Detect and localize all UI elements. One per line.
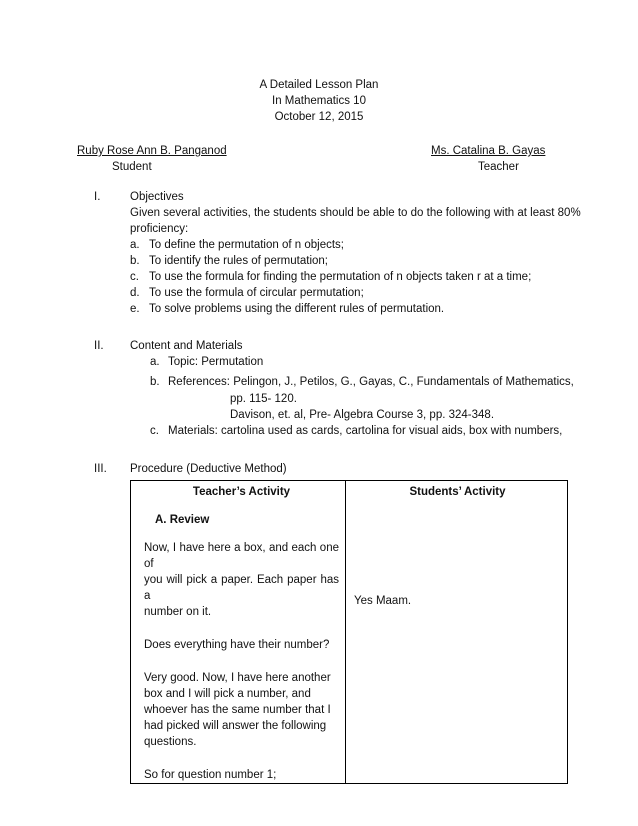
review-instructions xyxy=(144,540,339,620)
paragraph-line: number on it. xyxy=(144,606,212,618)
procedure-table xyxy=(130,480,568,784)
paragraph-line: Very good. Now, I have here another xyxy=(144,672,331,684)
student-activity-column xyxy=(346,481,568,784)
student-role: Student xyxy=(112,161,152,173)
objectives-heading: Objectives xyxy=(130,191,184,203)
content-letter: b. xyxy=(150,376,160,388)
paragraph-line: box and I will pick a number, and xyxy=(144,688,311,700)
content-letter: c. xyxy=(150,425,159,437)
teacher-activity-header: Teacher’s Activity xyxy=(192,486,291,498)
teacher-explanation xyxy=(144,670,339,750)
student-name: Ruby Rose Ann B. Panganod xyxy=(77,145,227,157)
doc-title: A Detailed Lesson Plan xyxy=(259,79,379,91)
teacher-activity-column xyxy=(131,481,346,784)
paragraph-line: questions. xyxy=(144,736,197,748)
objectives-intro-cont: proficiency: xyxy=(130,223,189,235)
content-references-pages: pp. 115- 120. xyxy=(230,393,297,405)
section-numeral-content: II. xyxy=(94,340,104,352)
student-reply: Yes Maam. xyxy=(354,595,412,607)
doc-date: October 12, 2015 xyxy=(274,111,364,123)
objective-item: To solve problems using the different rules of permutation. xyxy=(149,303,445,315)
content-materials: Materials: cartolina used as cards, cartolina for visual aids, box with numbers, xyxy=(168,425,563,437)
content-references: References: Pelingon, J., Petilos, G., Gayas, C., Fundamentals of Mathematics, xyxy=(168,376,574,388)
content-heading: Content and Materials xyxy=(130,340,243,352)
content-letter: a. xyxy=(150,356,160,368)
doc-subject: In Mathematics 10 xyxy=(272,95,366,107)
teacher-name: Ms. Catalina B. Gayas xyxy=(431,145,546,157)
objective-letter: c. xyxy=(130,271,139,283)
objective-letter: d. xyxy=(130,287,140,299)
paragraph-line: whoever has the same number that I xyxy=(144,704,331,716)
paragraph-line: had picked will answer the following xyxy=(144,720,327,732)
objective-letter: a. xyxy=(130,239,140,251)
objective-item: To define the permutation of n objects; xyxy=(149,239,344,251)
section-numeral-procedure: III. xyxy=(94,463,107,475)
paragraph-line: you will pick a paper. Each paper has a xyxy=(144,574,339,602)
teacher-role: Teacher xyxy=(478,161,519,173)
objective-item: To use the formula for finding the permutation of n objects taken r at a time; xyxy=(149,271,532,283)
procedure-heading: Procedure (Deductive Method) xyxy=(130,463,287,475)
objective-item: To identify the rules of permutation; xyxy=(149,255,328,267)
objective-item: To use the formula of circular permutation; xyxy=(149,287,364,299)
teacher-question: Does everything have their number? xyxy=(144,639,330,651)
paragraph-line: Now, I have here a box, and each one of xyxy=(144,542,339,570)
section-numeral-objectives: I. xyxy=(94,191,101,203)
content-references-second: Davison, et. al, Pre- Algebra Course 3, pp. 324-348. xyxy=(230,409,495,421)
content-topic: Topic: Permutation xyxy=(168,356,264,368)
teacher-prompt: So for question number 1; xyxy=(144,769,277,781)
objective-letter: b. xyxy=(130,255,140,267)
objectives-intro: Given several activities, the students should be able to do the following with at least 80% xyxy=(130,207,581,219)
review-heading: A. Review xyxy=(155,514,210,526)
objective-letter: e. xyxy=(130,303,140,315)
student-activity-header: Students’ Activity xyxy=(409,486,506,498)
